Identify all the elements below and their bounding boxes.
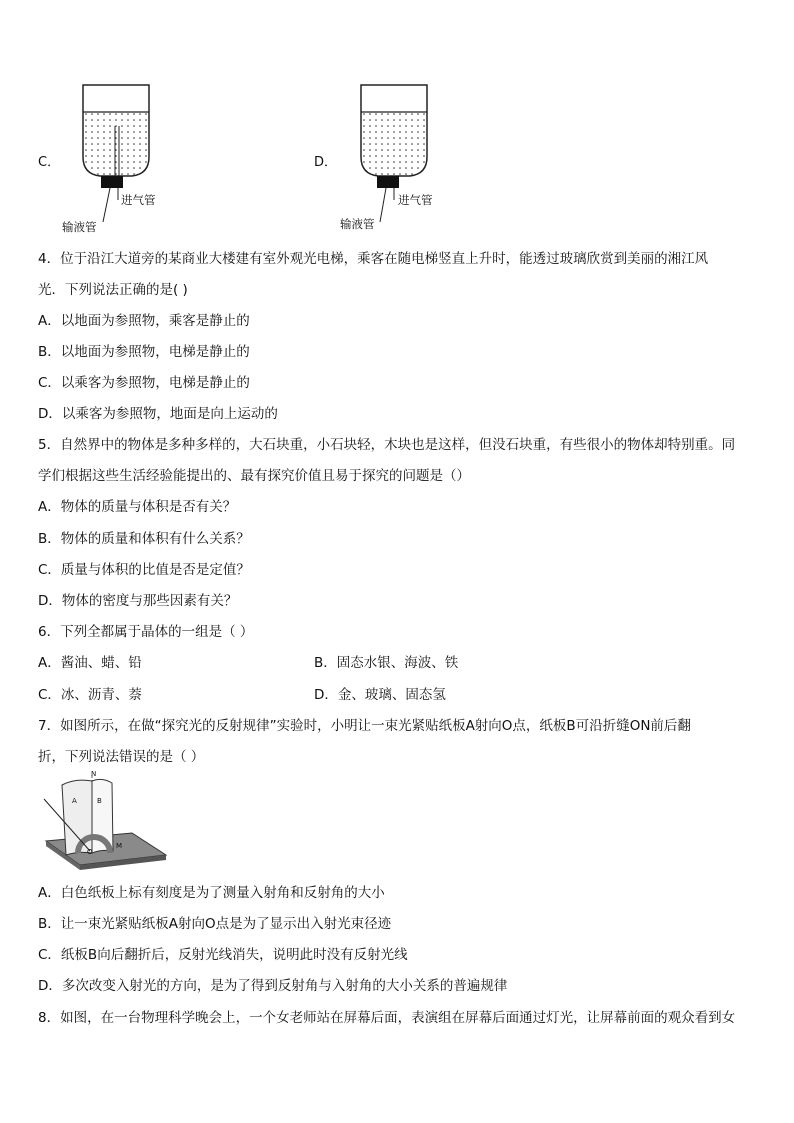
q5-stem-line1: 5．自然界中的物体是多种多样的，大石块重，小石块轻，木块也是这样，但没石块重，有些很小的物体却特别重。同: [38, 437, 736, 453]
q4-stem-line1: 4．位于沿江大道旁的某商业大楼建有室外观光电梯，乘客在随电梯竖直上升时，能透过玻璃欣赏到美丽的湘江风: [38, 251, 709, 267]
q7-option-a: A．白色纸板上标有刻度是为了测量入射角和反射角的大小: [38, 885, 385, 901]
label-b: B: [97, 797, 102, 805]
q5-stem-line2: 学们根据这些生活经验能提出的、最有探究价值且易于探究的问题是（）: [38, 468, 470, 484]
infusion-tube-label-d: 输液管: [340, 217, 375, 231]
q7-option-c: C．纸板B向后翻折后，反射光线消失，说明此时没有反射光线: [38, 947, 408, 963]
label-o: O: [87, 848, 93, 856]
q4-option-c: C．以乘客为参照物，电梯是静止的: [38, 375, 250, 391]
stopper: [101, 176, 123, 188]
infusion-bottle-c-figure: [66, 82, 186, 232]
q4-option-a: A．以地面为参照物，乘客是静止的: [38, 313, 250, 329]
liquid-region: [84, 112, 148, 175]
q4-stem-line2: 光．下列说法正确的是( ): [38, 282, 188, 298]
label-n: N: [91, 770, 97, 778]
q4-option-b: B．以地面为参照物，电梯是静止的: [38, 344, 250, 360]
q5-option-b: B．物体的质量和体积有什么关系？: [38, 531, 250, 547]
option-c-label: C．: [38, 155, 61, 170]
q6-option-c: C．冰、沥青、萘: [38, 687, 142, 703]
stopper: [377, 176, 399, 188]
q7-stem-line1: 7．如图所示，在做“探究光的反射规律”实验时，小明让一束光紧贴纸板A射向O点，纸板B可沿折缝ON前后翻: [38, 718, 691, 734]
q7-option-b: B．让一束光紧贴纸板A射向O点是为了显示出入射光束径迹: [38, 916, 392, 932]
liquid-region: [362, 112, 426, 175]
label-m: M: [116, 842, 123, 850]
q6-option-a: A．酱油、蜡、铅: [38, 655, 142, 671]
q7-option-d: D．多次改变入射光的方向，是为了得到反射角与入射角的大小关系的普遍规律: [38, 978, 508, 994]
q6-option-b: B．固态水银、海波、铁: [314, 655, 459, 671]
inlet-tube-label-d: 进气管: [398, 193, 433, 207]
infusion-tube-label-c: 输液管: [62, 220, 97, 234]
option-d-label: D．: [314, 155, 338, 170]
label-a: A: [72, 797, 77, 805]
inlet-tube-label-c: 进气管: [121, 193, 156, 207]
q4-option-d: D．以乘客为参照物，地面是向上运动的: [38, 406, 278, 422]
infusion-bottle-d-figure: [344, 82, 464, 232]
q7-stem-line2: 折，下列说法错误的是（ ）: [38, 749, 205, 765]
q5-option-d: D．物体的密度与那些因素有关？: [38, 593, 238, 609]
q5-option-a: A．物体的质量与体积是否有关？: [38, 499, 237, 515]
q8-stem-line1: 8．如图，在一台物理科学晚会上，一个女老师站在屏幕后面，表演组在屏幕后面通过灯光，让屏幕前面的观众看到女: [38, 1010, 736, 1026]
q6-option-d: D．金、玻璃、固态氢: [314, 687, 446, 703]
paper-board-a: [62, 780, 92, 855]
reflection-experiment-figure: [40, 773, 170, 873]
q5-option-c: C．质量与体积的比值是否是定值？: [38, 562, 250, 578]
q6-stem: 6．下列全都属于晶体的一组是（ ）: [38, 624, 254, 640]
